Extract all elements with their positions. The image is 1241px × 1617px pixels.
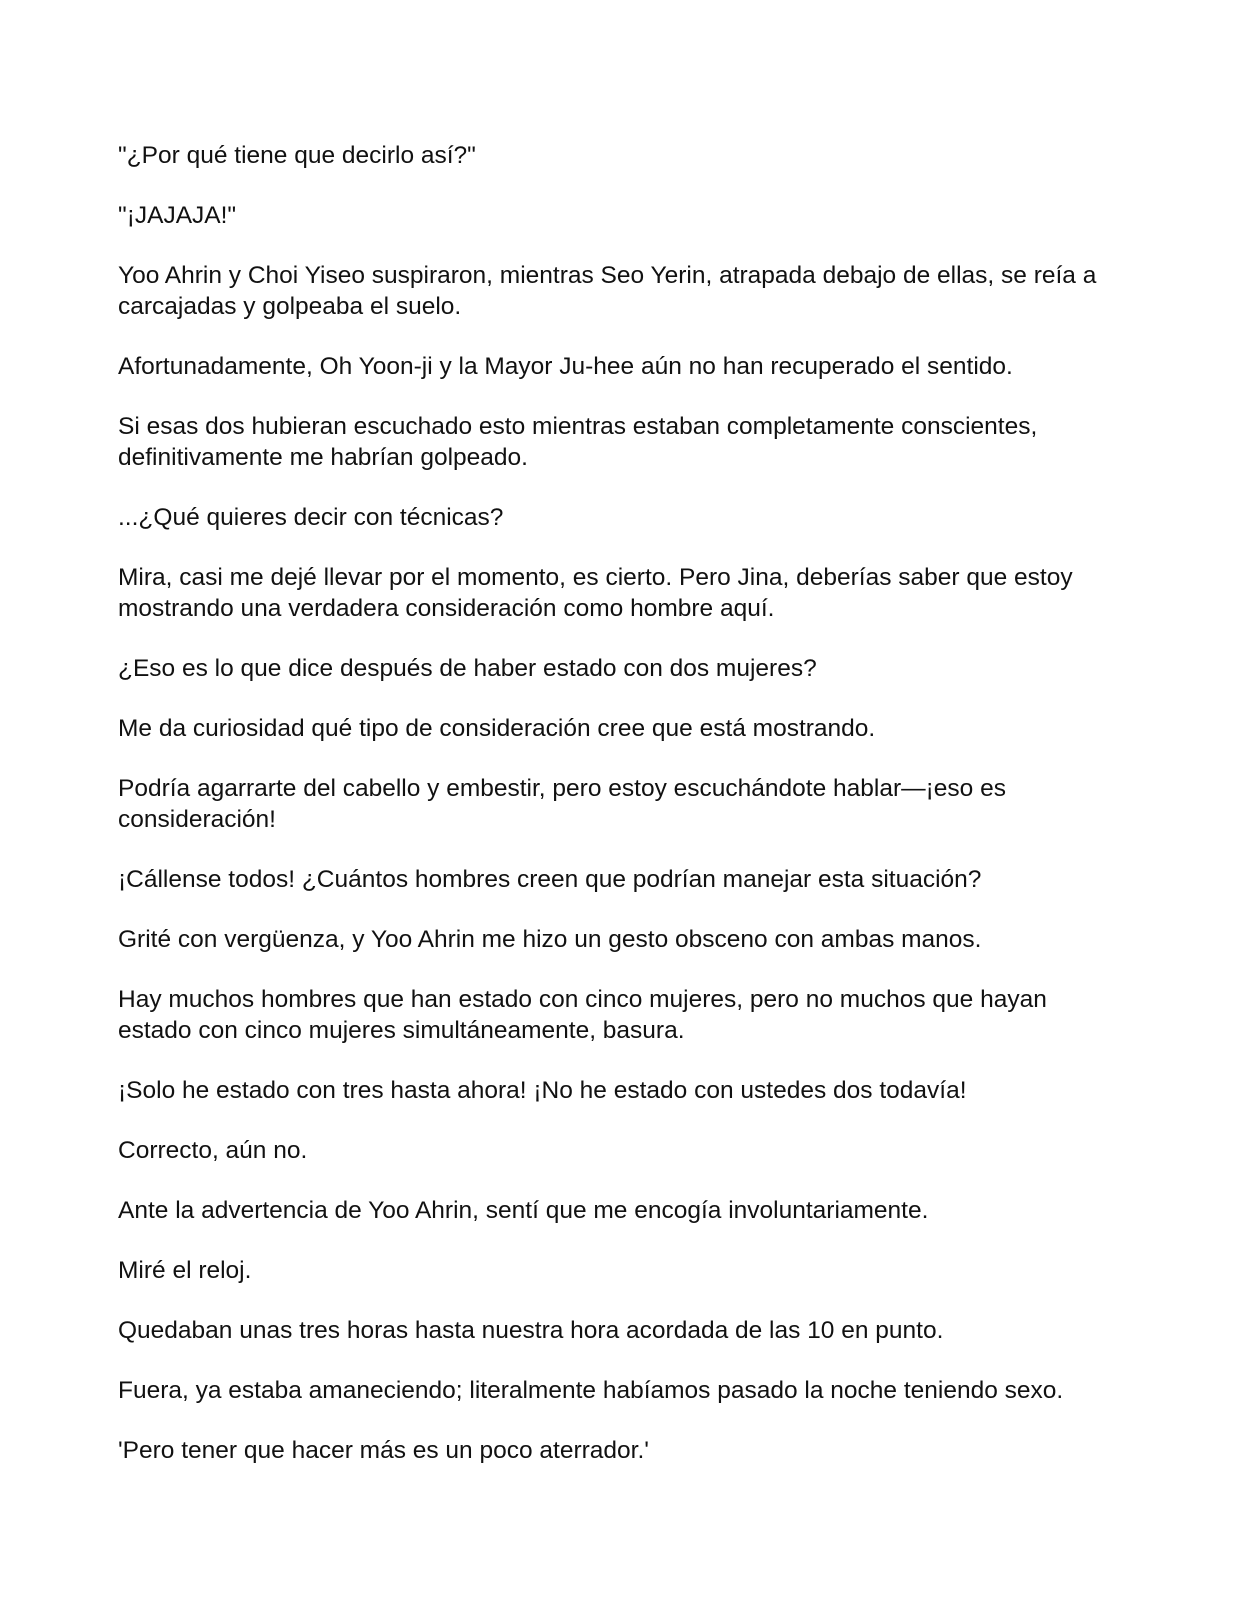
paragraph: ¡Cállense todos! ¿Cuántos hombres creen que podrían manejar esta situación? (118, 866, 982, 893)
paragraph: Yoo Ahrin y Choi Yiseo suspiraron, mientras Seo Yerin, atrapada debajo de ellas, se reía a carcajadas y golpeaba el suelo. (118, 262, 1097, 320)
paragraph: Hay muchos hombres que han estado con cinco mujeres, pero no muchos que hayan estado con cinco mujeres simultáneamente, basura. (118, 986, 1047, 1044)
paragraph: Grité con vergüenza, y Yoo Ahrin me hizo un gesto obsceno con ambas manos. (118, 926, 982, 953)
paragraph: Miré el reloj. (118, 1257, 252, 1284)
paragraph: ¡Solo he estado con tres hasta ahora! ¡No he estado con ustedes dos todavía! (118, 1077, 967, 1104)
paragraph: Quedaban unas tres horas hasta nuestra hora acordada de las 10 en punto. (118, 1317, 944, 1344)
paragraph: Ante la advertencia de Yoo Ahrin, sentí que me encogía involuntariamente. (118, 1197, 929, 1224)
paragraph: ¿Eso es lo que dice después de haber estado con dos mujeres? (118, 655, 817, 682)
paragraph: Correcto, aún no. (118, 1137, 308, 1164)
paragraph: Si esas dos hubieran escuchado esto mientras estaban completamente conscientes, definitivamente me habrían golpeado. (118, 413, 1038, 471)
document-page (118, 140, 1108, 1495)
paragraph: Me da curiosidad qué tipo de consideración cree que está mostrando. (118, 715, 876, 742)
paragraph: ...¿Qué quieres decir con técnicas? (118, 504, 504, 531)
paragraph: "¡JAJAJA!" (118, 202, 237, 229)
paragraph: Fuera, ya estaba amaneciendo; literalmente habíamos pasado la noche teniendo sexo. (118, 1377, 1064, 1404)
paragraph: 'Pero tener que hacer más es un poco aterrador.' (118, 1437, 649, 1464)
paragraph: Podría agarrarte del cabello y embestir, pero estoy escuchándote hablar—¡eso es consideración! (118, 775, 1006, 833)
paragraph: Afortunadamente, Oh Yoon-ji y la Mayor Ju-hee aún no han recuperado el sentido. (118, 353, 1013, 380)
paragraph: "¿Por qué tiene que decirlo así?" (118, 142, 476, 169)
paragraph: Mira, casi me dejé llevar por el momento, es cierto. Pero Jina, deberías saber que estoy mostrando una verdadera consideración como hombre aquí. (118, 564, 1073, 622)
